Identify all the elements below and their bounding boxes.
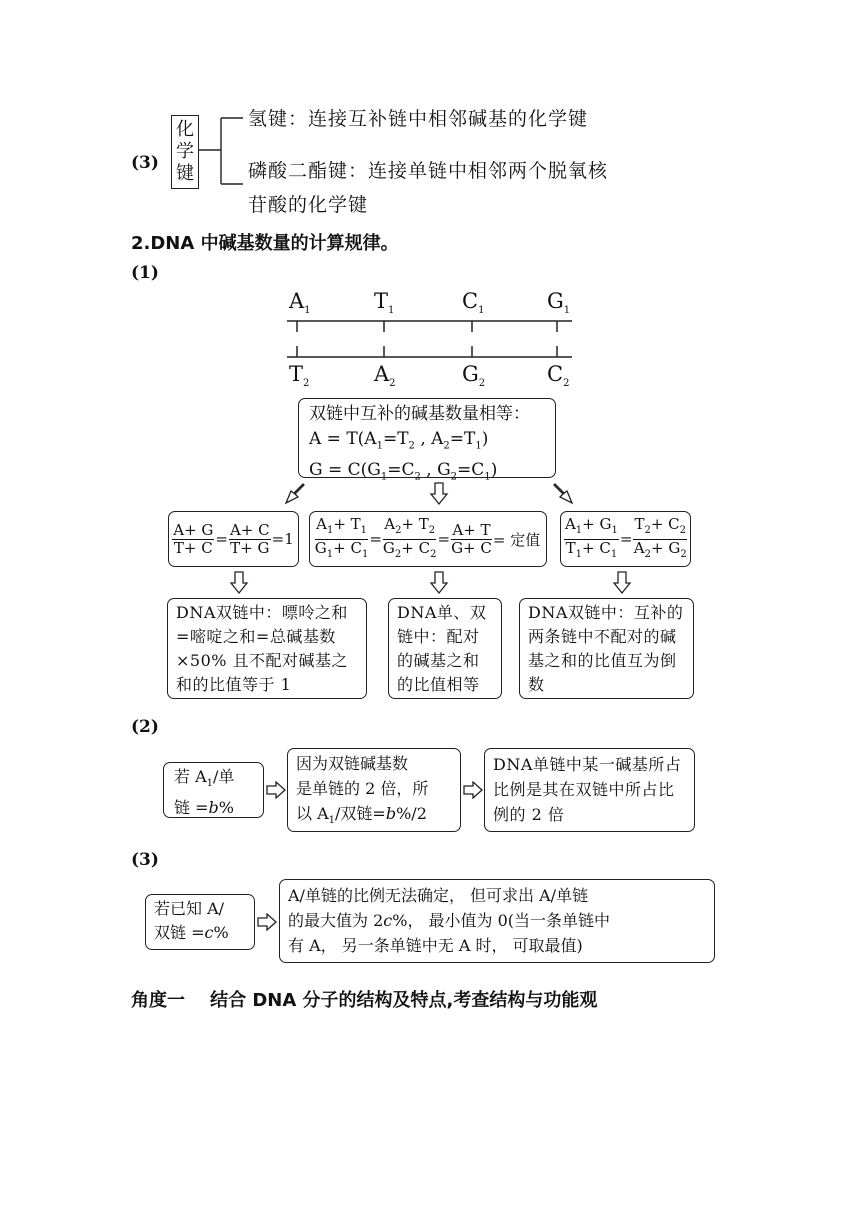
premise-box-a-double: 若已知 A/ 双链 =c% — [145, 894, 255, 950]
formula-box-right: $\frac{A_1+ G_1}{T_1+ C_1}$ = $\frac{T_2+ C_2}{A_2+ G_2}$ — [560, 511, 691, 567]
fraction-a2t2-g2c2: $\frac{A_2+ T_2}{G_2+ C_2}$ — [382, 514, 437, 560]
bracket-lines — [199, 112, 249, 192]
arrow-right-icon — [256, 913, 278, 931]
strand-bottom-base-4: $C_2$ — [547, 362, 570, 390]
strand-top-base-1: $A_1$ — [289, 289, 311, 317]
item-label-1: (1) — [131, 263, 159, 283]
angle-heading: 角度一 结合 DNA 分子的结构及特点,考查结构与功能观 — [131, 990, 598, 1011]
arrow-right-icon — [462, 781, 484, 799]
arrow-down-icon — [429, 570, 449, 596]
result-box-left: DNA双链中：嘌呤之和=嘧啶之和=总碱基数 ×50% 且不配对碱基之和的比值等于 1 — [167, 598, 367, 699]
fraction-t2c2-a2g2: $\frac{T_2+ C_2}{A_2+ G_2}$ — [633, 514, 687, 560]
bracket-title-box — [171, 115, 199, 189]
reason-box-double: 因为双链碱基数 是单链的 2 倍，所 以 $A_1/$双链=b%/2 — [287, 748, 461, 832]
bond-hydrogen-text: 氢键：连接互补链中相邻碱基的化学键 — [248, 108, 589, 130]
complementary-rule-gc: $G = C(G_1=C_2$ , $G_2=C_1$) — [309, 460, 498, 483]
complementary-rule-at: $A = T(A_1=T_2$ , $A_2=T_1$) — [309, 429, 489, 452]
fraction-at-gc: $\frac{A+ T}{G+ C}$ — [451, 520, 492, 557]
bond-phosphodiester-text-cont: 苷酸的化学键 — [248, 194, 369, 216]
strand-top-base-4: $G_1$ — [547, 289, 571, 317]
fraction-a1g1-t1c1: $\frac{A_1+ G_1}{T_1+ C_1}$ — [564, 514, 618, 560]
strand-top-base-2: $T_1$ — [374, 289, 395, 317]
result-box-right: DNA双链中：互补的两条链中不配对的碱基之和的比值互为倒数 — [519, 598, 694, 699]
item-label-3b: (3) — [131, 850, 159, 870]
strand-top-base-3: $C_1$ — [462, 289, 485, 317]
conclusion-box-single-double: DNA单链中某一碱基所占比例是其在双链中所占比例的 2 倍 — [484, 748, 695, 832]
bracket-title-char-3: 键 — [176, 163, 194, 184]
fraction-a1t1-g1c1: $\frac{A_1+ T_1}{G_1+ C_1}$ — [314, 514, 369, 560]
bracket-title-char-2: 学 — [176, 141, 194, 162]
item-label-2: (2) — [131, 717, 159, 737]
arrow-down-icon — [612, 570, 632, 596]
arrow-down-center-icon — [429, 481, 449, 507]
arrow-down-icon — [229, 570, 249, 596]
fraction-ac-tg: $\frac{A+ C}{T+ G}$ — [229, 520, 270, 557]
dna-strands-diagram — [280, 312, 580, 362]
bond-phosphodiester-text: 磷酸二酯键：连接单链中相邻两个脱氧核 — [248, 160, 609, 182]
arrow-down-left-icon — [283, 481, 309, 507]
formula-box-middle: $\frac{A_1+ T_1}{G_1+ C_1}$ = $\frac{A_2+ T_2}{G_2+ C_2}$ = $\frac{A+ T}{G+ C}$ = 定值 — [309, 511, 547, 567]
complementary-rule-box — [298, 398, 556, 483]
strand-bottom-base-3: $G_2$ — [462, 362, 486, 390]
result-box-middle: DNA单、双链中：配对的碱基之和的比值相等 — [388, 598, 502, 699]
strand-bottom-base-1: $T_2$ — [289, 362, 310, 390]
item-label-3a: (3) — [131, 153, 159, 173]
strand-bottom-base-2: $A_2$ — [374, 362, 396, 390]
complementary-rule-title: 双链中互补的碱基数量相等： — [309, 404, 530, 424]
formula-box-left: $\frac{A+ G}{T+ C}$ = $\frac{A+ C}{T+ G}$ =1 — [168, 511, 299, 567]
bracket-title-char-1: 化 — [176, 119, 194, 140]
arrow-down-right-icon — [551, 481, 577, 507]
section-heading: 2.DNA 中碱基数量的计算规律。 — [131, 233, 399, 254]
premise-box-a1-single: 若 $A_1/$单 链 =b% — [163, 762, 264, 818]
fraction-ag-tc: $\frac{A+ G}{T+ C}$ — [173, 520, 214, 557]
arrow-right-icon — [265, 781, 287, 799]
conclusion-box-max-min: A/单链的比例无法确定， 但可求出 A/单链 的最大值为 2c%， 最小值为 0(当一条单链中 有 A， 另一条单链中无 A 时， 可取最值) — [279, 879, 715, 963]
